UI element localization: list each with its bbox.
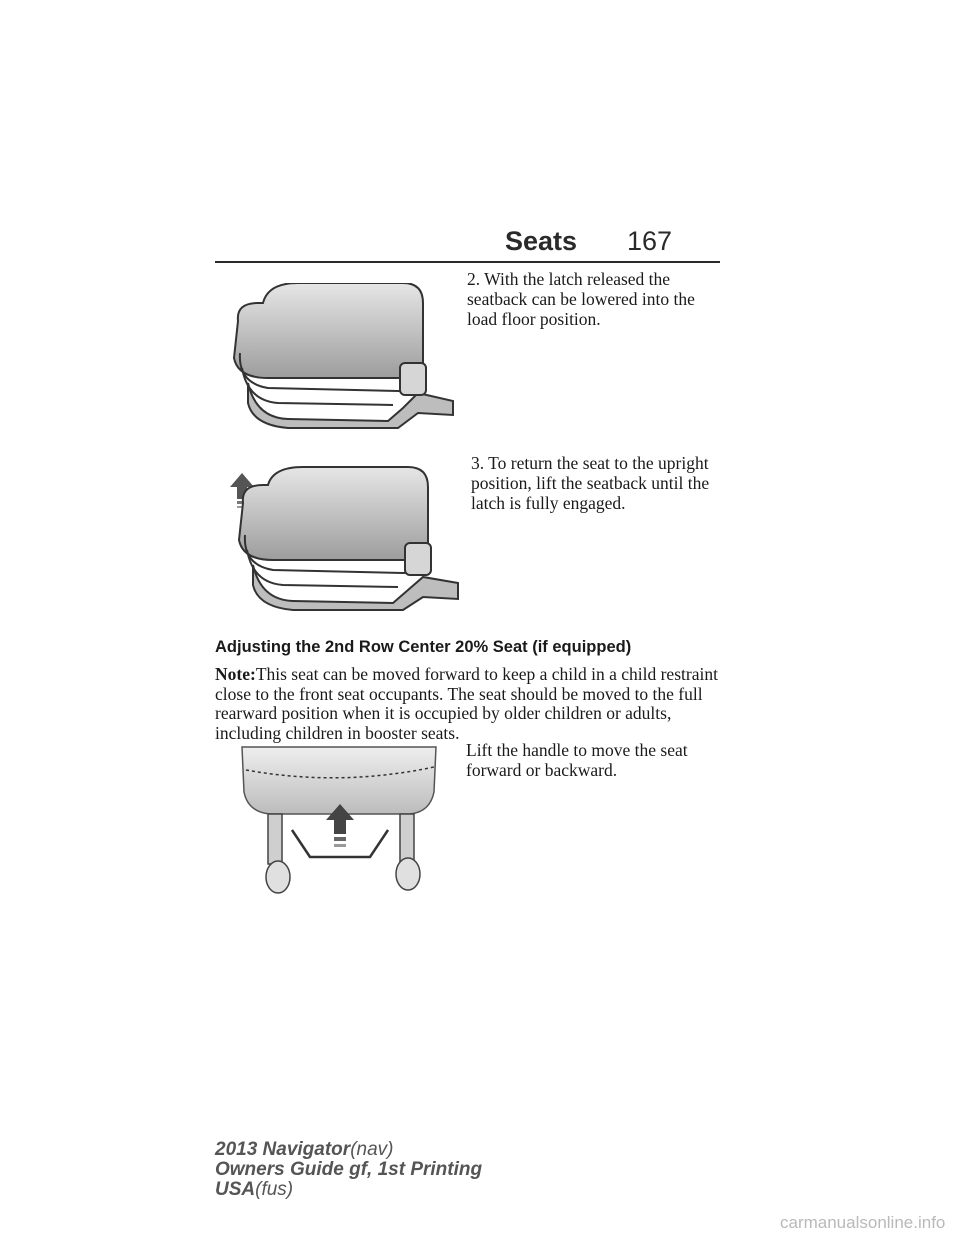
step-3-text <box>471 453 731 513</box>
note-line: This seat can be moved forward to keep a child in a child restraint <box>255 664 718 684</box>
step-3-line: 3. To return the seat to the upright <box>471 453 709 473</box>
footer-market: USA <box>215 1179 256 1200</box>
step-2-text <box>467 269 727 329</box>
note-label: Note: <box>215 664 256 684</box>
instruction-line: Lift the handle to move the seat <box>466 740 688 760</box>
watermark: carmanualsonline.info <box>780 1213 946 1232</box>
footer-model-code: (nav) <box>350 1139 394 1160</box>
note-line: including children in booster seats. <box>215 722 460 743</box>
section-heading: Adjusting the 2nd Row Center 20% Seat (if equipped) <box>215 638 632 656</box>
header-divider <box>215 261 720 263</box>
footer-model: 2013 Navigator <box>215 1139 351 1160</box>
center-seat-handle-illustration <box>240 742 440 897</box>
footer <box>215 1140 482 1200</box>
instruction-line: forward or backward. <box>466 760 618 780</box>
step-3-line: latch is fully engaged. <box>471 493 626 513</box>
seat-raise-illustration <box>218 465 463 615</box>
instruction-text <box>466 740 726 780</box>
step-2-line: 2. With the latch released the <box>467 269 671 289</box>
step-2-line: seatback can be lowered into the <box>467 289 695 309</box>
note-paragraph <box>215 665 720 743</box>
footer-guide: Owners Guide gf, 1st Printing <box>215 1159 483 1180</box>
page-section-title: Seats <box>505 226 578 256</box>
note-line: close to the front seat occupants. The seat should be moved to the full <box>215 683 703 704</box>
step-2-line: load floor position. <box>467 309 601 329</box>
footer-market-code: (fus) <box>255 1179 294 1200</box>
seat-folded-illustration <box>228 283 458 433</box>
page-number: 167 <box>627 226 673 256</box>
step-3-line: position, lift the seatback until the <box>471 473 710 493</box>
note-line: rearward position when it is occupied by older children or adults, <box>215 703 672 723</box>
